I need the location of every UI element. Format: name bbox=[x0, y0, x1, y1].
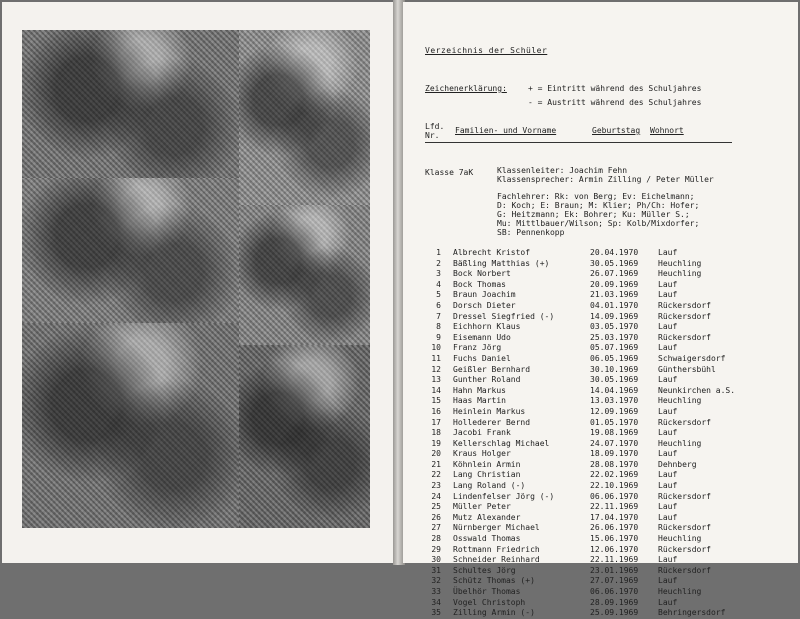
student-number: 9 bbox=[436, 332, 441, 342]
page-title: Verzeichnis der Schüler bbox=[425, 46, 548, 55]
student-number: 30 bbox=[431, 555, 441, 565]
student-name: Franz Jörg bbox=[453, 343, 502, 353]
student-name: Nürnberger Michael bbox=[453, 523, 540, 533]
teachers-line: Mu: Mittlbauer/Wilson; Sp: Kolb/Mixdorfer; bbox=[497, 219, 700, 228]
student-residence: Neunkirchen a.S. bbox=[658, 385, 736, 395]
student-row bbox=[425, 470, 725, 481]
student-birthdate: 22.02.1969 bbox=[590, 470, 639, 480]
student-name: Vogel Christoph bbox=[453, 597, 526, 607]
student-birthdate: 26.06.1970 bbox=[590, 523, 639, 533]
student-residence: Rückersdorf bbox=[658, 491, 711, 501]
student-birthdate: 27.07.1969 bbox=[590, 576, 639, 586]
student-birthdate: 06.06.1970 bbox=[590, 587, 639, 596]
student-name: Müller Peter bbox=[453, 502, 511, 512]
teachers-line: SB: Pennenkopp bbox=[497, 228, 565, 237]
student-number: 11 bbox=[431, 353, 441, 363]
student-row bbox=[425, 354, 725, 365]
class-info bbox=[497, 166, 714, 237]
student-number: 13 bbox=[431, 375, 441, 385]
student-birthdate: 25.03.1970 bbox=[590, 332, 639, 342]
student-number: 33 bbox=[431, 587, 441, 596]
student-row bbox=[425, 269, 725, 280]
student-number: 12 bbox=[431, 364, 441, 374]
student-birthdate: 21.03.1969 bbox=[590, 290, 639, 300]
legend-item: + = Eintritt während des Schuljahres bbox=[528, 84, 702, 93]
student-row bbox=[425, 385, 736, 397]
student-number: 6 bbox=[436, 300, 441, 310]
student-name: Fuchs Daniel bbox=[453, 353, 511, 363]
student-name: Jacobi Frank bbox=[453, 428, 511, 438]
student-row bbox=[425, 492, 725, 503]
class-teacher: Klassenleiter: Joachim Fehn bbox=[497, 166, 628, 175]
student-number: 7 bbox=[436, 311, 441, 321]
student-name: Bock Thomas bbox=[453, 279, 506, 289]
student-number: 21 bbox=[431, 459, 441, 469]
student-residence: Schwaigersdorf bbox=[658, 353, 726, 363]
photo-group-outdoor bbox=[22, 30, 239, 178]
student-birthdate: 20.09.1969 bbox=[590, 279, 639, 289]
student-residence: Rückersdorf bbox=[658, 565, 711, 575]
student-number: 17 bbox=[431, 417, 441, 427]
student-row bbox=[425, 396, 725, 407]
student-number: 4 bbox=[436, 279, 441, 289]
student-number: 16 bbox=[431, 406, 441, 416]
student-name: Kraus Holger bbox=[453, 449, 511, 459]
student-birthdate: 15.06.1970 bbox=[590, 534, 639, 544]
student-birthdate: 04.01.1970 bbox=[590, 300, 639, 310]
student-name: Übelhör Thomas bbox=[453, 587, 521, 596]
student-row bbox=[425, 322, 725, 333]
student-birthdate: 30.05.1969 bbox=[590, 375, 639, 385]
student-residence: Günthersbühl bbox=[658, 364, 716, 374]
student-row bbox=[425, 534, 725, 545]
student-row bbox=[425, 513, 725, 524]
student-name: Osswald Thomas bbox=[453, 534, 521, 544]
student-number: 22 bbox=[431, 470, 441, 480]
teachers-line: Fachlehrer: Rk: von Berg; Ev: Eichelmann; bbox=[497, 192, 695, 201]
student-name: Dorsch Dieter bbox=[453, 300, 516, 310]
student-birthdate: 17.04.1970 bbox=[590, 512, 639, 522]
student-number: 34 bbox=[431, 597, 441, 607]
student-birthdate: 13.03.1970 bbox=[590, 396, 639, 406]
student-row bbox=[425, 259, 725, 270]
legend-label: Zeichenerklärung: bbox=[425, 84, 507, 93]
student-row bbox=[425, 439, 725, 450]
student-row bbox=[425, 523, 725, 534]
student-residence: Lauf bbox=[658, 512, 678, 522]
student-birthdate: 06.05.1969 bbox=[590, 353, 639, 363]
student-name: Rottmann Friedrich bbox=[453, 544, 540, 554]
photo-students-sitting bbox=[239, 345, 370, 528]
student-birthdate: 22.10.1969 bbox=[590, 481, 639, 491]
student-number: 26 bbox=[431, 512, 441, 522]
student-birthdate: 06.06.1970 bbox=[590, 491, 639, 501]
student-row bbox=[425, 576, 725, 587]
student-number: 25 bbox=[431, 502, 441, 512]
student-number: 23 bbox=[431, 481, 441, 491]
student-birthdate: 01.05.1970 bbox=[590, 417, 639, 427]
student-birthdate: 12.06.1970 bbox=[590, 544, 639, 554]
student-row bbox=[425, 418, 725, 429]
student-number: 1 bbox=[436, 248, 441, 257]
photo-students-standing bbox=[239, 30, 370, 205]
student-number: 3 bbox=[436, 269, 441, 279]
student-birthdate: 19.08.1969 bbox=[590, 428, 639, 438]
student-number: 18 bbox=[431, 428, 441, 438]
student-name: Bäßling Matthias (+) bbox=[453, 258, 550, 268]
student-birthdate: 28.09.1969 bbox=[590, 597, 639, 607]
student-number: 8 bbox=[436, 322, 441, 332]
student-birthdate: 18.09.1970 bbox=[590, 449, 639, 459]
student-name: Kellerschlag Michael bbox=[453, 438, 550, 448]
column-header-nr: Lfd. Nr. bbox=[425, 122, 445, 140]
student-row bbox=[425, 566, 725, 577]
student-row bbox=[425, 365, 725, 376]
student-residence: Rückersdorf bbox=[658, 523, 711, 533]
student-row bbox=[425, 375, 725, 386]
student-number: 27 bbox=[431, 523, 441, 533]
student-residence: Rückersdorf bbox=[658, 300, 711, 310]
student-row bbox=[425, 608, 725, 619]
student-row bbox=[425, 248, 725, 259]
student-residence: Heuchling bbox=[658, 587, 702, 596]
student-row bbox=[425, 460, 725, 471]
student-row bbox=[425, 280, 725, 291]
student-residence: Rückersdorf bbox=[658, 544, 711, 554]
column-header-name: Familien- und Vorname bbox=[455, 126, 557, 135]
student-row bbox=[425, 502, 725, 513]
student-birthdate: 14.04.1969 bbox=[590, 385, 639, 395]
student-number: 35 bbox=[431, 608, 441, 618]
student-birthdate: 30.05.1969 bbox=[590, 258, 639, 268]
student-name: Hollederer Bernd bbox=[453, 417, 531, 427]
student-residence: Rückersdorf bbox=[658, 417, 711, 427]
student-residence: Behringersdorf bbox=[658, 608, 726, 618]
student-name: Schütz Thomas (+) bbox=[453, 576, 535, 586]
student-birthdate: 12.09.1969 bbox=[590, 406, 639, 416]
student-name: Lang Christian bbox=[453, 470, 521, 480]
student-number: 14 bbox=[431, 385, 441, 395]
student-number: 29 bbox=[431, 544, 441, 554]
student-name: Geißler Bernhard bbox=[453, 364, 531, 374]
student-name: Heinlein Markus bbox=[453, 406, 526, 416]
student-row bbox=[425, 312, 725, 323]
student-name: Eichhorn Klaus bbox=[453, 322, 521, 332]
student-residence: Heuchling bbox=[658, 396, 702, 406]
student-residence: Lauf bbox=[658, 470, 678, 480]
student-name: Gunther Roland bbox=[453, 375, 521, 385]
header-rule bbox=[425, 142, 732, 143]
student-birthdate: 26.07.1969 bbox=[590, 269, 639, 279]
student-row bbox=[425, 333, 725, 344]
photo-students-forest bbox=[22, 323, 239, 528]
student-number: 32 bbox=[431, 576, 441, 586]
student-number: 28 bbox=[431, 534, 441, 544]
student-row bbox=[425, 343, 725, 354]
student-number: 31 bbox=[431, 565, 441, 575]
student-birthdate: 25.09.1969 bbox=[590, 608, 639, 618]
student-birthdate: 30.10.1969 bbox=[590, 364, 639, 374]
student-residence: Heuchling bbox=[658, 269, 702, 279]
student-residence: Lauf bbox=[658, 502, 678, 512]
student-birthdate: 22.11.1969 bbox=[590, 502, 639, 512]
student-birthdate: 14.09.1969 bbox=[590, 311, 639, 321]
student-row bbox=[425, 301, 725, 312]
student-residence: Lauf bbox=[658, 576, 678, 586]
student-residence: Dehnberg bbox=[658, 459, 697, 469]
student-name: Haas Martin bbox=[453, 396, 506, 406]
student-birthdate: 22.11.1969 bbox=[590, 555, 639, 565]
student-name: Schultes Jörg bbox=[453, 565, 516, 575]
student-row bbox=[425, 449, 725, 460]
column-header-place: Wohnort bbox=[650, 126, 684, 135]
student-row bbox=[425, 428, 725, 439]
student-residence: Lauf bbox=[658, 279, 678, 289]
student-number: 24 bbox=[431, 491, 441, 501]
student-residence: Lauf bbox=[658, 343, 678, 353]
student-residence: Lauf bbox=[658, 428, 678, 438]
class-label: Klasse 7aK bbox=[425, 168, 474, 177]
spacer bbox=[497, 184, 714, 192]
class-speaker: Klassensprecher: Armin Zilling / Peter Müller bbox=[497, 175, 714, 184]
student-row bbox=[425, 290, 725, 301]
photo-students-garden bbox=[22, 178, 239, 323]
teachers-line: D: Koch; E: Braun; M: Klier; Ph/Ch: Hofer; bbox=[497, 201, 700, 210]
student-name: Köhnlein Armin bbox=[453, 459, 521, 469]
student-residence: Heuchling bbox=[658, 438, 702, 448]
student-number: 20 bbox=[431, 449, 441, 459]
student-name: Lindenfelser Jörg (-) bbox=[453, 491, 555, 501]
student-birthdate: 24.07.1970 bbox=[590, 438, 639, 448]
student-residence: Lauf bbox=[658, 555, 678, 565]
student-row bbox=[425, 545, 725, 556]
student-row bbox=[425, 407, 725, 418]
student-number: 10 bbox=[431, 343, 441, 353]
student-row bbox=[425, 598, 725, 609]
student-residence: Lauf bbox=[658, 481, 678, 491]
student-residence: Lauf bbox=[658, 597, 678, 607]
student-name: Eisemann Udo bbox=[453, 332, 511, 342]
column-header-date: Geburtstag bbox=[592, 126, 641, 135]
student-birthdate: 03.05.1970 bbox=[590, 322, 639, 332]
student-row bbox=[425, 587, 725, 598]
student-residence: Lauf bbox=[658, 406, 678, 416]
student-birthdate: 20.04.1970 bbox=[590, 248, 639, 257]
student-number: 2 bbox=[436, 258, 441, 268]
teachers-line: G: Heitzmann; Ek: Bohrer; Ku: Müller S.; bbox=[497, 210, 690, 219]
student-name: Bock Norbert bbox=[453, 269, 511, 279]
student-number: 5 bbox=[436, 290, 441, 300]
photo-students-tent bbox=[239, 205, 370, 345]
student-residence: Lauf bbox=[658, 248, 678, 257]
student-residence: Heuchling bbox=[658, 258, 702, 268]
student-residence: Lauf bbox=[658, 449, 678, 459]
student-name: Albrecht Kristof bbox=[453, 248, 531, 257]
student-residence: Lauf bbox=[658, 322, 678, 332]
student-name: Braun Joachim bbox=[453, 290, 516, 300]
student-list bbox=[425, 248, 736, 619]
student-birthdate: 23.01.1969 bbox=[590, 565, 639, 575]
student-birthdate: 05.07.1969 bbox=[590, 343, 639, 353]
student-residence: Lauf bbox=[658, 290, 678, 300]
student-residence: Lauf bbox=[658, 375, 678, 385]
student-name: Zilling Armin (-) bbox=[453, 608, 535, 618]
student-residence: Rückersdorf bbox=[658, 332, 711, 342]
student-name: Hahn Markus bbox=[453, 385, 506, 395]
student-number: 15 bbox=[431, 396, 441, 406]
student-name: Mutz Alexander bbox=[453, 512, 521, 522]
student-residence: Heuchling bbox=[658, 534, 702, 544]
student-birthdate: 28.08.1970 bbox=[590, 459, 639, 469]
student-name: Dressel Siegfried (-) bbox=[453, 311, 555, 321]
student-number: 19 bbox=[431, 438, 441, 448]
student-residence: Rückersdorf bbox=[658, 311, 711, 321]
student-name: Lang Roland (-) bbox=[453, 481, 526, 491]
student-row bbox=[425, 555, 725, 566]
student-name: Schneider Reinhard bbox=[453, 555, 540, 565]
legend-item: - = Austritt während des Schuljahres bbox=[528, 98, 702, 107]
student-row bbox=[425, 481, 725, 492]
